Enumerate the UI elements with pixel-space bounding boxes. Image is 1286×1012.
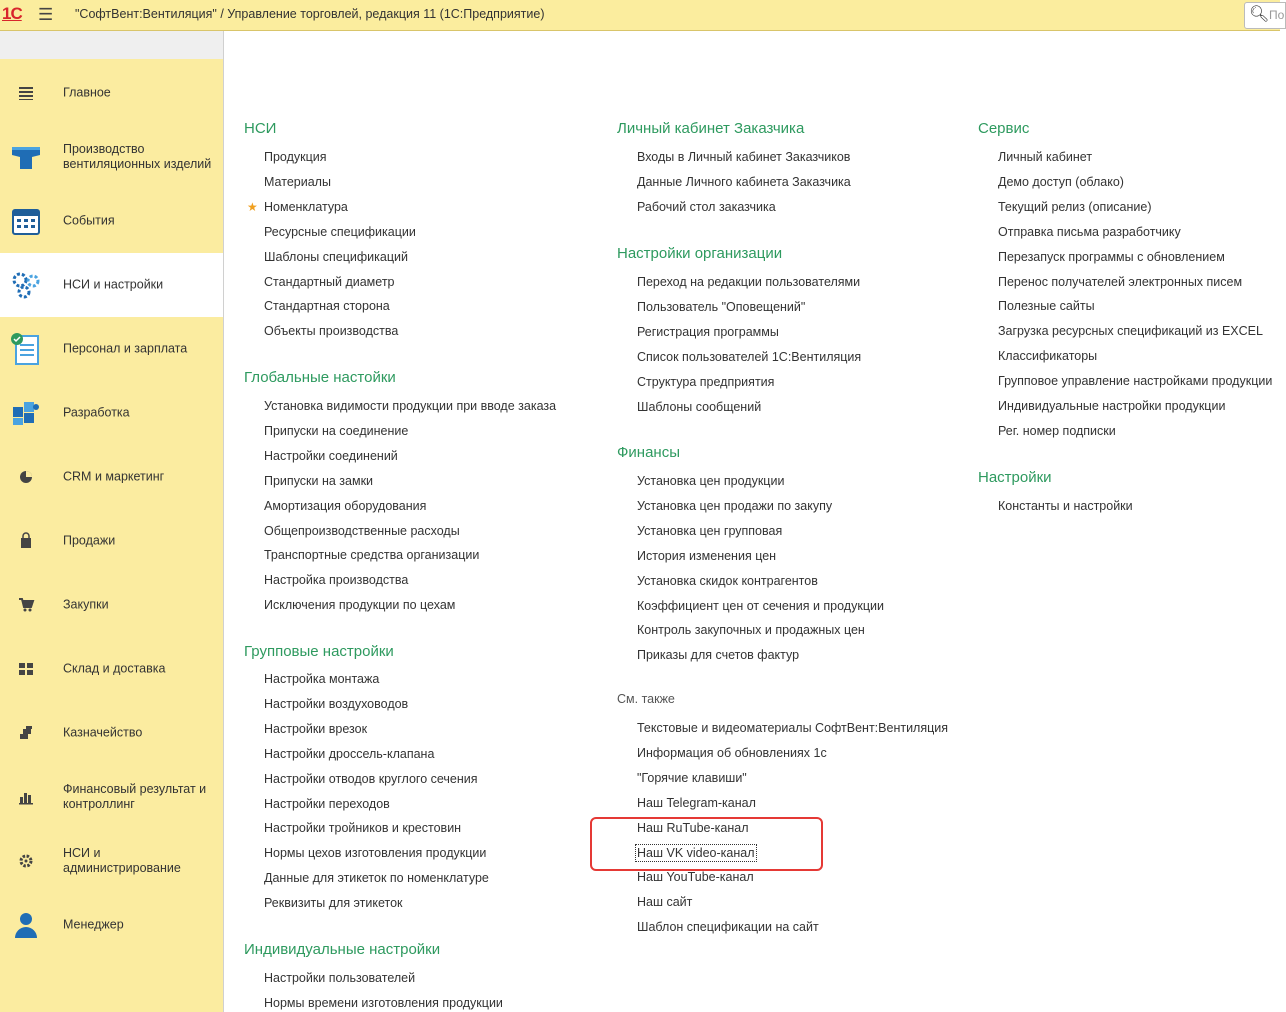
sidebar-item-nsi-settings[interactable] bbox=[0, 253, 223, 317]
nav-link[interactable]: Отправка письма разработчику bbox=[998, 225, 1181, 239]
cart-icon bbox=[10, 589, 42, 621]
nav-link[interactable]: Наш Telegram-канал bbox=[637, 796, 756, 810]
nav-link[interactable]: Структура предприятия bbox=[637, 375, 775, 389]
nav-link[interactable]: Полезные сайты bbox=[998, 299, 1095, 313]
divider bbox=[223, 31, 224, 1012]
nav-link[interactable]: Номенклатура bbox=[264, 200, 348, 214]
highlight-box bbox=[590, 817, 823, 871]
warehouse-icon bbox=[10, 653, 42, 685]
nav-link[interactable]: Регистрация программы bbox=[637, 325, 779, 339]
search-icon[interactable]: 🔍︎ bbox=[1249, 6, 1270, 23]
nav-link[interactable]: Объекты производства bbox=[264, 324, 399, 338]
sidebar-item-treasury[interactable] bbox=[0, 701, 223, 765]
window-title: "СофтВент:Вентиляция" / Управление торговлей, редакция 11 (1С:Предприятие) bbox=[75, 7, 545, 21]
favorite-star-icon[interactable]: ★ bbox=[247, 200, 258, 214]
nav-link[interactable]: Установка цен групповая bbox=[637, 524, 783, 538]
nav-link[interactable]: Нормы цехов изготовления продукции bbox=[264, 846, 487, 860]
sidebar-item-label: Менеджер bbox=[63, 917, 124, 932]
nav-link[interactable]: Исключения продукции по цехам bbox=[264, 598, 456, 612]
nav-link[interactable]: Настройка производства bbox=[264, 573, 409, 587]
nav-link[interactable]: Установка скидок контрагентов bbox=[637, 574, 818, 588]
sidebar-item-label: Главное bbox=[63, 85, 111, 100]
nav-link[interactable]: Данные Личного кабинета Заказчика bbox=[637, 175, 851, 189]
sidebar-item-label: НСИ и администрирование bbox=[63, 846, 181, 875]
nav-link[interactable]: "Горячие клавиши" bbox=[637, 771, 747, 785]
sidebar-item-development[interactable] bbox=[0, 381, 223, 445]
section-title[interactable]: Настройки bbox=[978, 469, 1052, 486]
sidebar-item-label: Финансовый результат и контроллинг bbox=[63, 782, 207, 811]
sidebar-item-sales[interactable] bbox=[0, 509, 223, 573]
calendar-icon bbox=[10, 205, 42, 237]
search-placeholder: По bbox=[1269, 8, 1285, 22]
nav-link[interactable]: Настройки пользователей bbox=[264, 971, 416, 985]
sidebar-item-label: Закупки bbox=[63, 597, 109, 612]
nav-link[interactable]: Материалы bbox=[264, 175, 331, 189]
nav-link[interactable]: Константы и настройки bbox=[998, 499, 1133, 513]
nav-link[interactable]: Настройки врезок bbox=[264, 722, 368, 736]
section-title: См. также bbox=[617, 692, 675, 706]
nav-link[interactable]: Стандартный диаметр bbox=[264, 275, 395, 289]
nav-link[interactable]: Классификаторы bbox=[998, 349, 1098, 363]
sidebar-item-administration[interactable] bbox=[0, 829, 223, 893]
nav-link[interactable]: Ресурсные спецификации bbox=[264, 225, 416, 239]
search-box[interactable] bbox=[1244, 2, 1286, 29]
section-title[interactable]: Глобальные настойки bbox=[244, 369, 396, 386]
nav-link[interactable]: Текущий релиз (описание) bbox=[998, 200, 1152, 214]
nav-link[interactable]: Настройки переходов bbox=[264, 797, 390, 811]
bar-chart-icon bbox=[10, 781, 42, 813]
fan-production-icon bbox=[10, 141, 42, 173]
sidebar-item-manager[interactable] bbox=[0, 893, 223, 957]
nav-link[interactable]: Перезапуск программы с обновлением bbox=[998, 250, 1225, 264]
gear-icon bbox=[10, 845, 42, 877]
person-icon bbox=[10, 909, 42, 941]
nav-link[interactable]: Общепроизводственные расходы bbox=[264, 524, 460, 538]
sidebar-item-personnel[interactable] bbox=[0, 317, 223, 381]
nav-link[interactable]: Список пользователей 1С:Вентиляция bbox=[637, 350, 862, 364]
nav-link[interactable]: Настройки тройников и крестовин bbox=[264, 821, 462, 835]
nav-link[interactable]: Установка цен продукции bbox=[637, 474, 785, 488]
shopping-bag-icon bbox=[10, 525, 42, 557]
pie-chart-icon bbox=[10, 461, 42, 493]
nav-link[interactable]: Продукция bbox=[264, 150, 327, 164]
sidebar-item-label: Продажи bbox=[63, 533, 116, 548]
nav-link[interactable]: Данные для этикеток по номенклатуре bbox=[264, 871, 489, 885]
nav-link[interactable]: Входы в Личный кабинет Заказчиков bbox=[637, 150, 851, 164]
hamburger-menu-icon[interactable]: ☰ bbox=[38, 5, 54, 24]
nav-link[interactable]: Припуски на соединение bbox=[264, 424, 409, 438]
sidebar-item-financial-result[interactable] bbox=[0, 765, 223, 829]
nav-link[interactable]: Рабочий стол заказчика bbox=[637, 200, 776, 214]
nav-link[interactable]: Наш YouTube-канал bbox=[637, 870, 754, 884]
nav-link[interactable]: Перенос получателей электронных писем bbox=[998, 275, 1243, 289]
sidebar-item-warehouse[interactable] bbox=[0, 637, 223, 701]
nav-link[interactable]: Наш сайт bbox=[637, 895, 693, 909]
nav-link[interactable]: Групповое управление настройками продукции bbox=[998, 374, 1273, 388]
sidebar-item-main[interactable] bbox=[0, 61, 223, 125]
sidebar-item-label: Склад и доставка bbox=[63, 661, 166, 676]
coins-icon bbox=[10, 717, 42, 749]
section-title[interactable]: Сервис bbox=[978, 120, 1030, 137]
sidebar-item-label: События bbox=[63, 213, 115, 228]
nav-link[interactable]: Рег. номер подписки bbox=[998, 424, 1116, 438]
section-title[interactable]: Личный кабинет Заказчика bbox=[617, 120, 805, 137]
sidebar-item-production[interactable] bbox=[0, 125, 223, 189]
nav-link[interactable]: Контроль закупочных и продажных цен bbox=[637, 623, 865, 637]
nav-link[interactable]: История изменения цен bbox=[637, 549, 777, 563]
nav-link[interactable]: Настройки отводов круглого сечения bbox=[264, 772, 478, 786]
document-icon bbox=[10, 333, 42, 365]
puzzle-icon bbox=[10, 397, 42, 429]
nav-link[interactable]: Настройки дроссель-клапана bbox=[264, 747, 435, 761]
nav-link[interactable]: Наш RuTube-канал bbox=[637, 821, 749, 835]
nav-link[interactable]: Индивидуальные настройки продукции bbox=[998, 399, 1226, 413]
nav-link[interactable]: Информация об обновлениях 1с bbox=[637, 746, 827, 760]
nav-link[interactable]: Личный кабинет bbox=[998, 150, 1093, 164]
sidebar-item-label: Персонал и зарплата bbox=[63, 341, 188, 356]
nav-link[interactable]: Демо доступ (облако) bbox=[998, 175, 1124, 189]
nav-link[interactable]: Загрузка ресурсных спецификаций из EXCEL bbox=[998, 324, 1263, 338]
nav-link[interactable]: Амортизация оборудования bbox=[264, 499, 427, 513]
sidebar-item-label: Производство вентиляционных изделий bbox=[63, 142, 212, 171]
nav-link[interactable]: Шаблон спецификации на сайт bbox=[637, 920, 819, 934]
nav-link[interactable]: Приказы для счетов фактур bbox=[637, 648, 800, 662]
section-title[interactable]: Финансы bbox=[617, 444, 680, 461]
nav-link[interactable]: Настройки соединений bbox=[264, 449, 398, 463]
nav-link[interactable]: Настройки воздуховодов bbox=[264, 697, 409, 711]
section-title[interactable]: Индивидуальные настройки bbox=[244, 941, 441, 958]
nav-link[interactable]: Текстовые и видеоматериалы СофтВент:Вентиляция bbox=[637, 721, 949, 735]
nav-link[interactable]: Настройка монтажа bbox=[264, 672, 380, 686]
nav-link[interactable]: Стандартная сторона bbox=[264, 299, 390, 313]
nav-link[interactable]: Установка видимости продукции при вводе заказа bbox=[264, 399, 557, 413]
sidebar bbox=[0, 59, 223, 1012]
logo-1c[interactable]: 1С bbox=[2, 4, 22, 23]
section-title[interactable]: НСИ bbox=[244, 120, 277, 137]
nav-link[interactable]: Переход на редакции пользователями bbox=[637, 275, 861, 289]
gears-icon bbox=[10, 269, 42, 301]
nav-link[interactable]: Шаблоны спецификаций bbox=[264, 250, 408, 264]
nav-link[interactable]: Установка цен продажи по закупу bbox=[637, 499, 833, 513]
nav-link[interactable]: Реквизиты для этикеток bbox=[264, 896, 403, 910]
nav-link[interactable]: Шаблоны сообщений bbox=[637, 400, 762, 414]
nav-link[interactable]: Транспортные средства организации bbox=[264, 548, 480, 562]
sidebar-item-label: НСИ и настройки bbox=[63, 277, 164, 292]
section-title[interactable]: Настройки организации bbox=[617, 245, 783, 262]
sidebar-item-crm[interactable] bbox=[0, 445, 223, 509]
nav-link[interactable]: Нормы времени изготовления продукции bbox=[264, 996, 503, 1010]
nav-link[interactable]: Пользователь "Оповещений" bbox=[637, 300, 806, 314]
section-title[interactable]: Групповые настройки bbox=[244, 643, 394, 660]
nav-link[interactable]: Коэффициент цен от сечения и продукции bbox=[637, 599, 884, 613]
sidebar-item-label: Разработка bbox=[63, 405, 130, 420]
sidebar-item-label: CRM и маркетинг bbox=[63, 469, 165, 484]
nav-link[interactable]: Наш VK video-канал bbox=[637, 846, 755, 860]
title-bar bbox=[0, 0, 1285, 31]
sidebar-item-events[interactable] bbox=[0, 189, 223, 253]
sidebar-item-purchases[interactable] bbox=[0, 573, 223, 637]
list-icon bbox=[10, 77, 42, 109]
nav-link[interactable]: Припуски на замки bbox=[264, 474, 374, 488]
sidebar-item-label: Казначейство bbox=[63, 725, 143, 740]
